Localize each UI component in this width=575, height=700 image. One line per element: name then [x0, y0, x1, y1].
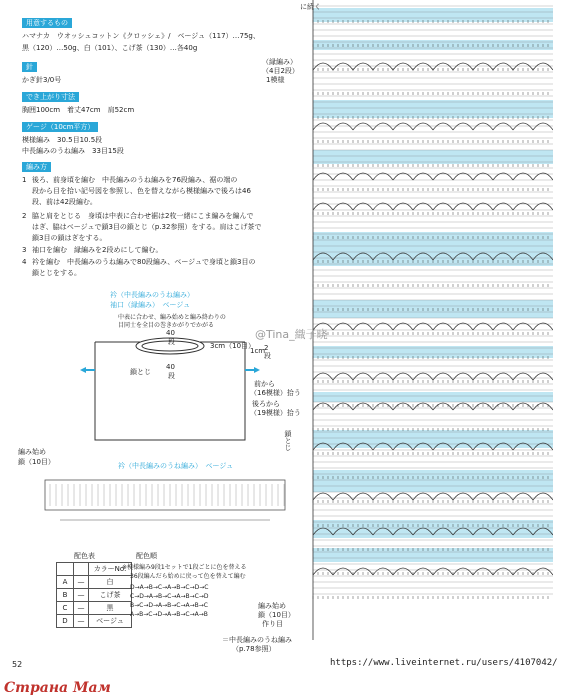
chart-arch	[533, 123, 553, 130]
method-line-1: 後ろ、前身頃を編む 中長編みのうね編みを76段編み、裾の端の	[32, 176, 238, 184]
cuff-title: 袖口（縁編み） ベージュ	[110, 301, 191, 309]
table-row: B — こげ茶	[57, 589, 132, 602]
chart-arch	[373, 123, 393, 130]
chart-arch	[513, 373, 533, 380]
method-line-7: 袖口を編む 縁編みを2段めにして編む。	[32, 246, 163, 254]
chart-side-label: 鎖とじ	[284, 430, 292, 451]
chart-arch	[313, 123, 333, 130]
chart-arch	[453, 123, 473, 130]
schem-start-label: 編み始め	[18, 448, 46, 456]
chart-band	[313, 8, 553, 22]
dim-40-bottom: 40	[166, 363, 175, 371]
chart-edge-title-3: 1模様	[266, 76, 285, 84]
step-number-3: 3	[22, 246, 27, 254]
chart-edge-title-2: （4目2段）	[262, 67, 299, 75]
arrow-right-head	[254, 367, 260, 373]
color-order-row-3: B→C→D→A→B→C→A→B→C	[130, 602, 208, 609]
color-order-row-2: C→D→A→B→C→A→B→C→D	[130, 593, 209, 600]
color-order-note-1: ※模様編み9段1セットで1段ごとに色を替える	[122, 564, 247, 571]
collar-2-title: 衿（中長編みのうね編み） ベージュ	[118, 462, 234, 470]
chart-continue-label: に続く	[300, 3, 321, 11]
chart-arch	[493, 493, 513, 500]
chart-legend: ＝中長編みのうね編み	[222, 636, 292, 644]
size-header: でき上がり寸法	[22, 92, 79, 102]
chart-start-kusari: 鎖（10目）	[258, 611, 295, 619]
method-line-9: 鎖とじをする。	[32, 269, 81, 277]
watermark: @Tina_織子晓	[255, 328, 328, 341]
collar-title: 衿（中長編みのうね編み）	[110, 291, 194, 299]
chart-note-front-2: （16模様）拾う	[250, 389, 301, 397]
crochet-chart	[295, 0, 553, 662]
gauge-header: ゲージ（10cm平方）	[22, 122, 98, 132]
chart-arch	[313, 493, 333, 500]
chart-arch	[333, 493, 353, 500]
dim-2dan: 段	[264, 352, 271, 360]
chart-start-label: 編み始め	[258, 602, 286, 610]
chart-band	[313, 470, 553, 492]
step-number-1: 1	[22, 176, 27, 184]
color-table-header: カラーNo.	[89, 563, 132, 576]
color-table-title: 配色表	[74, 552, 95, 560]
table-row: D — ベージュ	[57, 615, 132, 628]
chart-start-tsukuri: 作り目	[262, 620, 283, 628]
chart-arch	[473, 373, 493, 380]
chart-note-back-1: 後ろから	[252, 400, 280, 408]
chart-arch	[393, 493, 413, 500]
step-number-4: 4	[22, 258, 27, 266]
chart-arch	[533, 493, 553, 500]
chart-arch	[433, 373, 453, 380]
table-row: A — 白	[57, 576, 132, 589]
step-number-2: 2	[22, 212, 27, 220]
gauge-line-1: 模様編み 30.5目10.5段	[22, 136, 103, 144]
dim-dan-top: 段	[168, 338, 175, 346]
chart-arch	[433, 123, 453, 130]
method-header: 編み方	[22, 162, 51, 172]
chart-arch	[413, 123, 433, 130]
dim-40-top: 40	[166, 329, 175, 337]
gauge-line-2: 中長編みのうね編み 33目15段	[22, 147, 124, 155]
chart-arch	[413, 373, 433, 380]
schem-start-kusari: 鎖（10目）	[18, 458, 55, 466]
method-line-4: 脇と肩をとじる 身頃は中表に合わせ裾は2枚一緒にこま編みを編んで	[32, 212, 254, 220]
chart-arch	[513, 493, 533, 500]
needle-line: かぎ針3/0号	[22, 76, 62, 84]
chart-arch	[493, 123, 513, 130]
table-row: C — 黒	[57, 602, 132, 615]
site-logo[interactable]: Страна Мам	[4, 680, 111, 696]
source-url[interactable]: https://www.liveinternet.ru/users/4107042/	[330, 658, 558, 668]
chart-note-front-1: 前から	[254, 380, 275, 388]
needle-header: 針	[22, 62, 37, 72]
page-number: 52	[12, 660, 23, 669]
chart-arch	[313, 373, 333, 380]
dim-1cm: 1cm	[250, 347, 266, 355]
chart-band	[313, 520, 553, 538]
method-line-3: 段、前は42段編む。	[32, 198, 97, 206]
schematic-note-2: 目同士を全目の巻きかがりでかがる	[118, 322, 215, 329]
chart-arch	[353, 493, 373, 500]
chart-arch	[353, 123, 373, 130]
chart-arch	[413, 493, 433, 500]
chart-arch	[473, 493, 493, 500]
chart-arch	[373, 373, 393, 380]
chart-arch	[533, 373, 553, 380]
method-line-5: はぎ、脇はベージュで鎖3目の鎖とじ（p.32参照）をする。肩はこげ茶で	[32, 223, 262, 231]
chart-arch	[493, 373, 513, 380]
collar-strip	[45, 480, 285, 510]
method-line-2: 段から目を拾い記号図を参照し、色を替えながら模様編みで後ろは46	[32, 187, 251, 195]
chart-arch	[433, 493, 453, 500]
method-line-6: 鎖3目の鎖はぎをする。	[32, 234, 107, 242]
dim-2: 2	[264, 344, 269, 352]
materials-header: 用意するもの	[22, 18, 72, 28]
chart-arch	[473, 123, 493, 130]
materials-line-2: 黒（120）…50g、白（101）、こげ茶（130）…各40g	[22, 44, 198, 52]
color-order-note-2: 36段編んだら始めに戻って色を替えて編む	[130, 573, 246, 580]
dim-dan-bottom: 段	[168, 372, 175, 380]
kusari-label: 鎖とじ	[130, 368, 151, 376]
chart-arch	[393, 373, 413, 380]
color-order-title: 配色順	[136, 552, 157, 560]
color-order-row-1: D→A→B→C→A→B→C→D→C	[130, 584, 209, 591]
chart-arch	[453, 493, 473, 500]
size-line: 胸囲100cm 着丈47cm 肩52cm	[22, 106, 135, 114]
chart-band	[313, 100, 553, 118]
color-table	[56, 562, 132, 628]
site-footer	[0, 676, 575, 700]
chart-arch	[513, 123, 533, 130]
chart-arch	[333, 373, 353, 380]
chart-legend-ref: （p.78参照）	[232, 645, 276, 653]
chart-arch	[393, 123, 413, 130]
chart-arch	[373, 493, 393, 500]
color-order-row-4: A→B→C→D→A→B→C→A→B	[130, 611, 208, 618]
method-line-8: 衿を編む 中長編みのうね編みで80段編み、ベージュで身頃と鎖3目の	[32, 258, 256, 266]
chart-edge-title-1: （縁編み）	[262, 58, 297, 66]
chart-arch	[353, 373, 373, 380]
dim-3cm: 3cm（10目）	[210, 342, 256, 350]
schematic-note-1: 中表に合わせ、編み始めと編み終わりの	[118, 314, 226, 321]
chart-arch	[333, 123, 353, 130]
materials-line-1: ハマナカ ウオッシュコットン《クロッシェ》/ ベージュ（117）…75g、	[22, 32, 260, 40]
body-outline	[95, 342, 245, 440]
chart-band	[313, 392, 553, 402]
chart-arch	[453, 373, 473, 380]
arrow-left-head	[80, 367, 86, 373]
chart-note-back-2: （19模様）拾う	[250, 409, 301, 417]
